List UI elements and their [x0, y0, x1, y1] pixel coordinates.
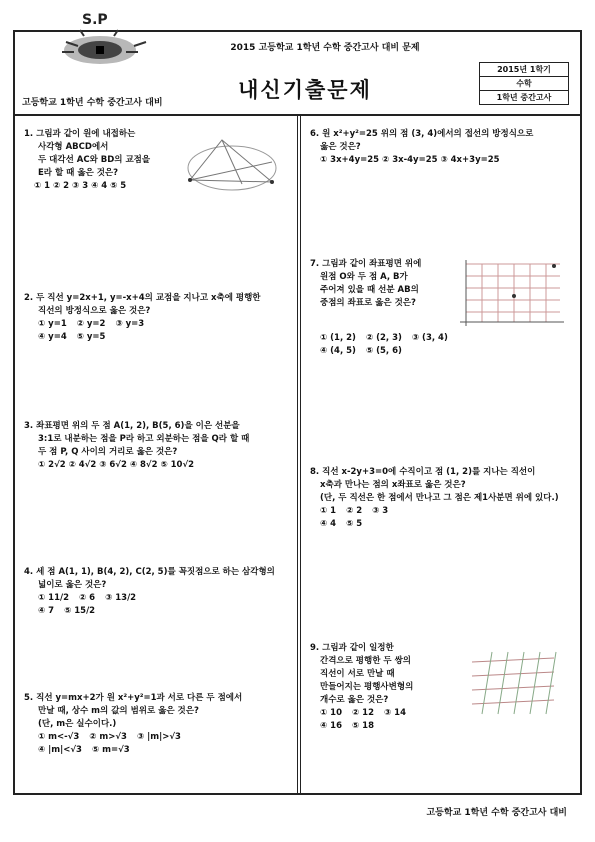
question-line: 원점 O와 두 점 A, B가	[320, 272, 408, 282]
question-line: (단, 두 직선은 한 점에서 만나고 그 점은 제1사분면 위에 있다.)	[320, 493, 559, 503]
answer-choices	[24, 731, 242, 744]
choice-1: ① m<-√3	[38, 732, 80, 742]
exam-subtitle: 2015 고등학교 1학년 수학 중간고사 대비 문제	[230, 43, 420, 53]
answer-choices	[24, 318, 261, 331]
question-line: x축과 만나는 점의 x좌표로 옳은 것은?	[320, 480, 466, 490]
choice-5: ⑤ 18	[352, 721, 374, 731]
question-line: (단, m은 실수이다.)	[38, 719, 117, 729]
page-footer: 고등학교 1학년 수학 중간고사 대비	[426, 808, 567, 818]
question-9	[310, 642, 413, 733]
logo-caption: 고등학교 1학년 수학 중간고사 대비	[22, 98, 163, 108]
choice-4: ④ y=4	[38, 332, 67, 342]
question-line: 만날 때, 상수 m의 값의 범위로 옳은 것은?	[38, 706, 199, 716]
choice-5: ⑤ (5, 6)	[365, 346, 402, 356]
choice-1: ① 11/2	[38, 593, 70, 603]
inscribed-quadrilateral-figure	[182, 132, 282, 202]
choice-3: ③ (3, 4)	[411, 333, 448, 343]
parallel-lines-figure	[468, 648, 558, 718]
answer-choices	[24, 592, 275, 605]
choice-2: ② (2, 3)	[365, 333, 402, 343]
question-line: 두 대각선 AC와 BD의 교점을	[38, 155, 151, 165]
question-line: 8. 직선 x-2y+3=0에 수직이고 점 (1, 2)를 지나는 직선이	[310, 467, 536, 477]
question-line: 1. 그림과 같이 원에 내접하는	[24, 129, 136, 139]
choice-4: ④ 4	[320, 519, 337, 529]
answer-choices	[310, 345, 448, 358]
question-8	[310, 466, 559, 531]
choice-1: ① y=1	[38, 319, 67, 329]
choice-1: ① (1, 2)	[320, 333, 356, 343]
question-line: 사각형 ABCD에서	[38, 142, 109, 152]
question-4	[24, 566, 275, 618]
question-line: 5. 직선 y=mx+2가 원 x²+y²=1과 서로 다른 두 점에서	[24, 693, 243, 703]
question-line: 2. 두 직선 y=2x+1, y=-x+4의 교점을 지나고 x축에 평행한	[24, 293, 261, 303]
answer-choices	[24, 744, 242, 757]
info-term: 2015년 1학기	[480, 63, 568, 77]
coordinate-grid-figure	[456, 258, 568, 328]
question-line: 두 점 P, Q 사이의 거리로 옳은 것은?	[38, 447, 178, 457]
choice-4: ④ 16	[320, 721, 342, 731]
choice-3: ③ 13/2	[105, 593, 137, 603]
choice-1: ① 10	[320, 708, 342, 718]
exam-info-box	[479, 62, 569, 105]
question-7	[310, 258, 448, 358]
choice-2: ② 6	[79, 593, 96, 603]
info-grade: 1학년 중간고사	[496, 93, 552, 102]
choice-1: ① 1	[320, 506, 337, 516]
question-line: 직선의 방정식으로 옳은 것은?	[38, 306, 151, 316]
choice-2: ② 12	[352, 708, 374, 718]
question-line: 9. 그림과 같이 일정한	[310, 643, 394, 653]
answer-choices	[310, 720, 413, 733]
question-3	[24, 420, 249, 472]
answer-choices: ① 1 ② 2 ③ 3 ④ 4 ⑤ 5	[34, 181, 127, 191]
school-logo	[22, 6, 162, 76]
question-line: 4. 세 점 A(1, 1), B(4, 2), C(2, 5)를 꼭짓점으로 하는 삼각형의	[24, 567, 275, 577]
choice-4: ④ |m|<√3	[38, 745, 82, 755]
question-line: 7. 그림과 같이 좌표평면 위에	[310, 259, 422, 269]
question-line: 주어져 있을 때 선분 AB의	[320, 285, 419, 295]
choice-4: ④ 7	[38, 606, 55, 616]
question-line: ① 3x+4y=25 ② 3x-4y=25 ③ 4x+3y=25	[320, 155, 500, 165]
column-divider	[297, 116, 301, 793]
question-line: 3:1로 내분하는 점을 P라 하고 외분하는 점을 Q라 할 때	[38, 434, 250, 444]
answer-choices	[24, 605, 275, 618]
answer-choices	[310, 707, 413, 720]
svg-text:S.P: S.P	[82, 12, 108, 28]
choice-3: ③ 14	[384, 708, 406, 718]
choice-5: ⑤ m=√3	[91, 745, 130, 755]
question-line: 직선이 서로 만날 때	[320, 669, 395, 679]
choice-5: ⑤ 5	[346, 519, 363, 529]
question-line: 넓이로 옳은 것은?	[38, 580, 107, 590]
answer-choices	[310, 518, 559, 531]
answer-choices	[310, 505, 559, 518]
question-line: E라 할 때 옳은 것은?	[38, 168, 119, 178]
answer-choices	[24, 331, 261, 344]
question-line: 중점의 좌표로 옳은 것은?	[320, 298, 416, 308]
choice-3: ③ |m|>√3	[136, 732, 181, 742]
question-5	[24, 692, 242, 757]
choice-5: ⑤ y=5	[76, 332, 106, 342]
choice-3: ③ y=3	[115, 319, 145, 329]
question-line: 만들어지는 평행사변형의	[320, 682, 414, 692]
question-2	[24, 292, 261, 344]
info-subject: 수학	[480, 77, 568, 91]
question-line: 6. 원 x²+y²=25 위의 점 (3, 4)에서의 접선의 방정식으로	[310, 129, 534, 139]
answer-choices	[310, 332, 448, 345]
question-line: 개수로 옳은 것은?	[320, 695, 389, 705]
choice-2: ② 2	[346, 506, 363, 516]
choice-4: ④ (4, 5)	[320, 346, 356, 356]
choice-5: ⑤ 15/2	[64, 606, 96, 616]
question-line: 간격으로 평행한 두 쌍의	[320, 656, 411, 666]
question-line: 3. 좌표평면 위의 두 점 A(1, 2), B(5, 6)을 이은 선분을	[24, 421, 240, 431]
logo-graphic	[22, 6, 162, 76]
choice-2: ② m>√3	[89, 732, 127, 742]
question-1	[24, 128, 150, 193]
choice-3: ③ 3	[372, 506, 389, 516]
answer-choices: ① 2√2 ② 4√2 ③ 6√2 ④ 8√2 ⑤ 10√2	[38, 460, 195, 470]
exam-title: 내신기출문제	[238, 78, 372, 102]
choice-2: ② y=2	[76, 319, 106, 329]
question-line: 옳은 것은?	[320, 142, 361, 152]
question-6	[310, 128, 533, 167]
